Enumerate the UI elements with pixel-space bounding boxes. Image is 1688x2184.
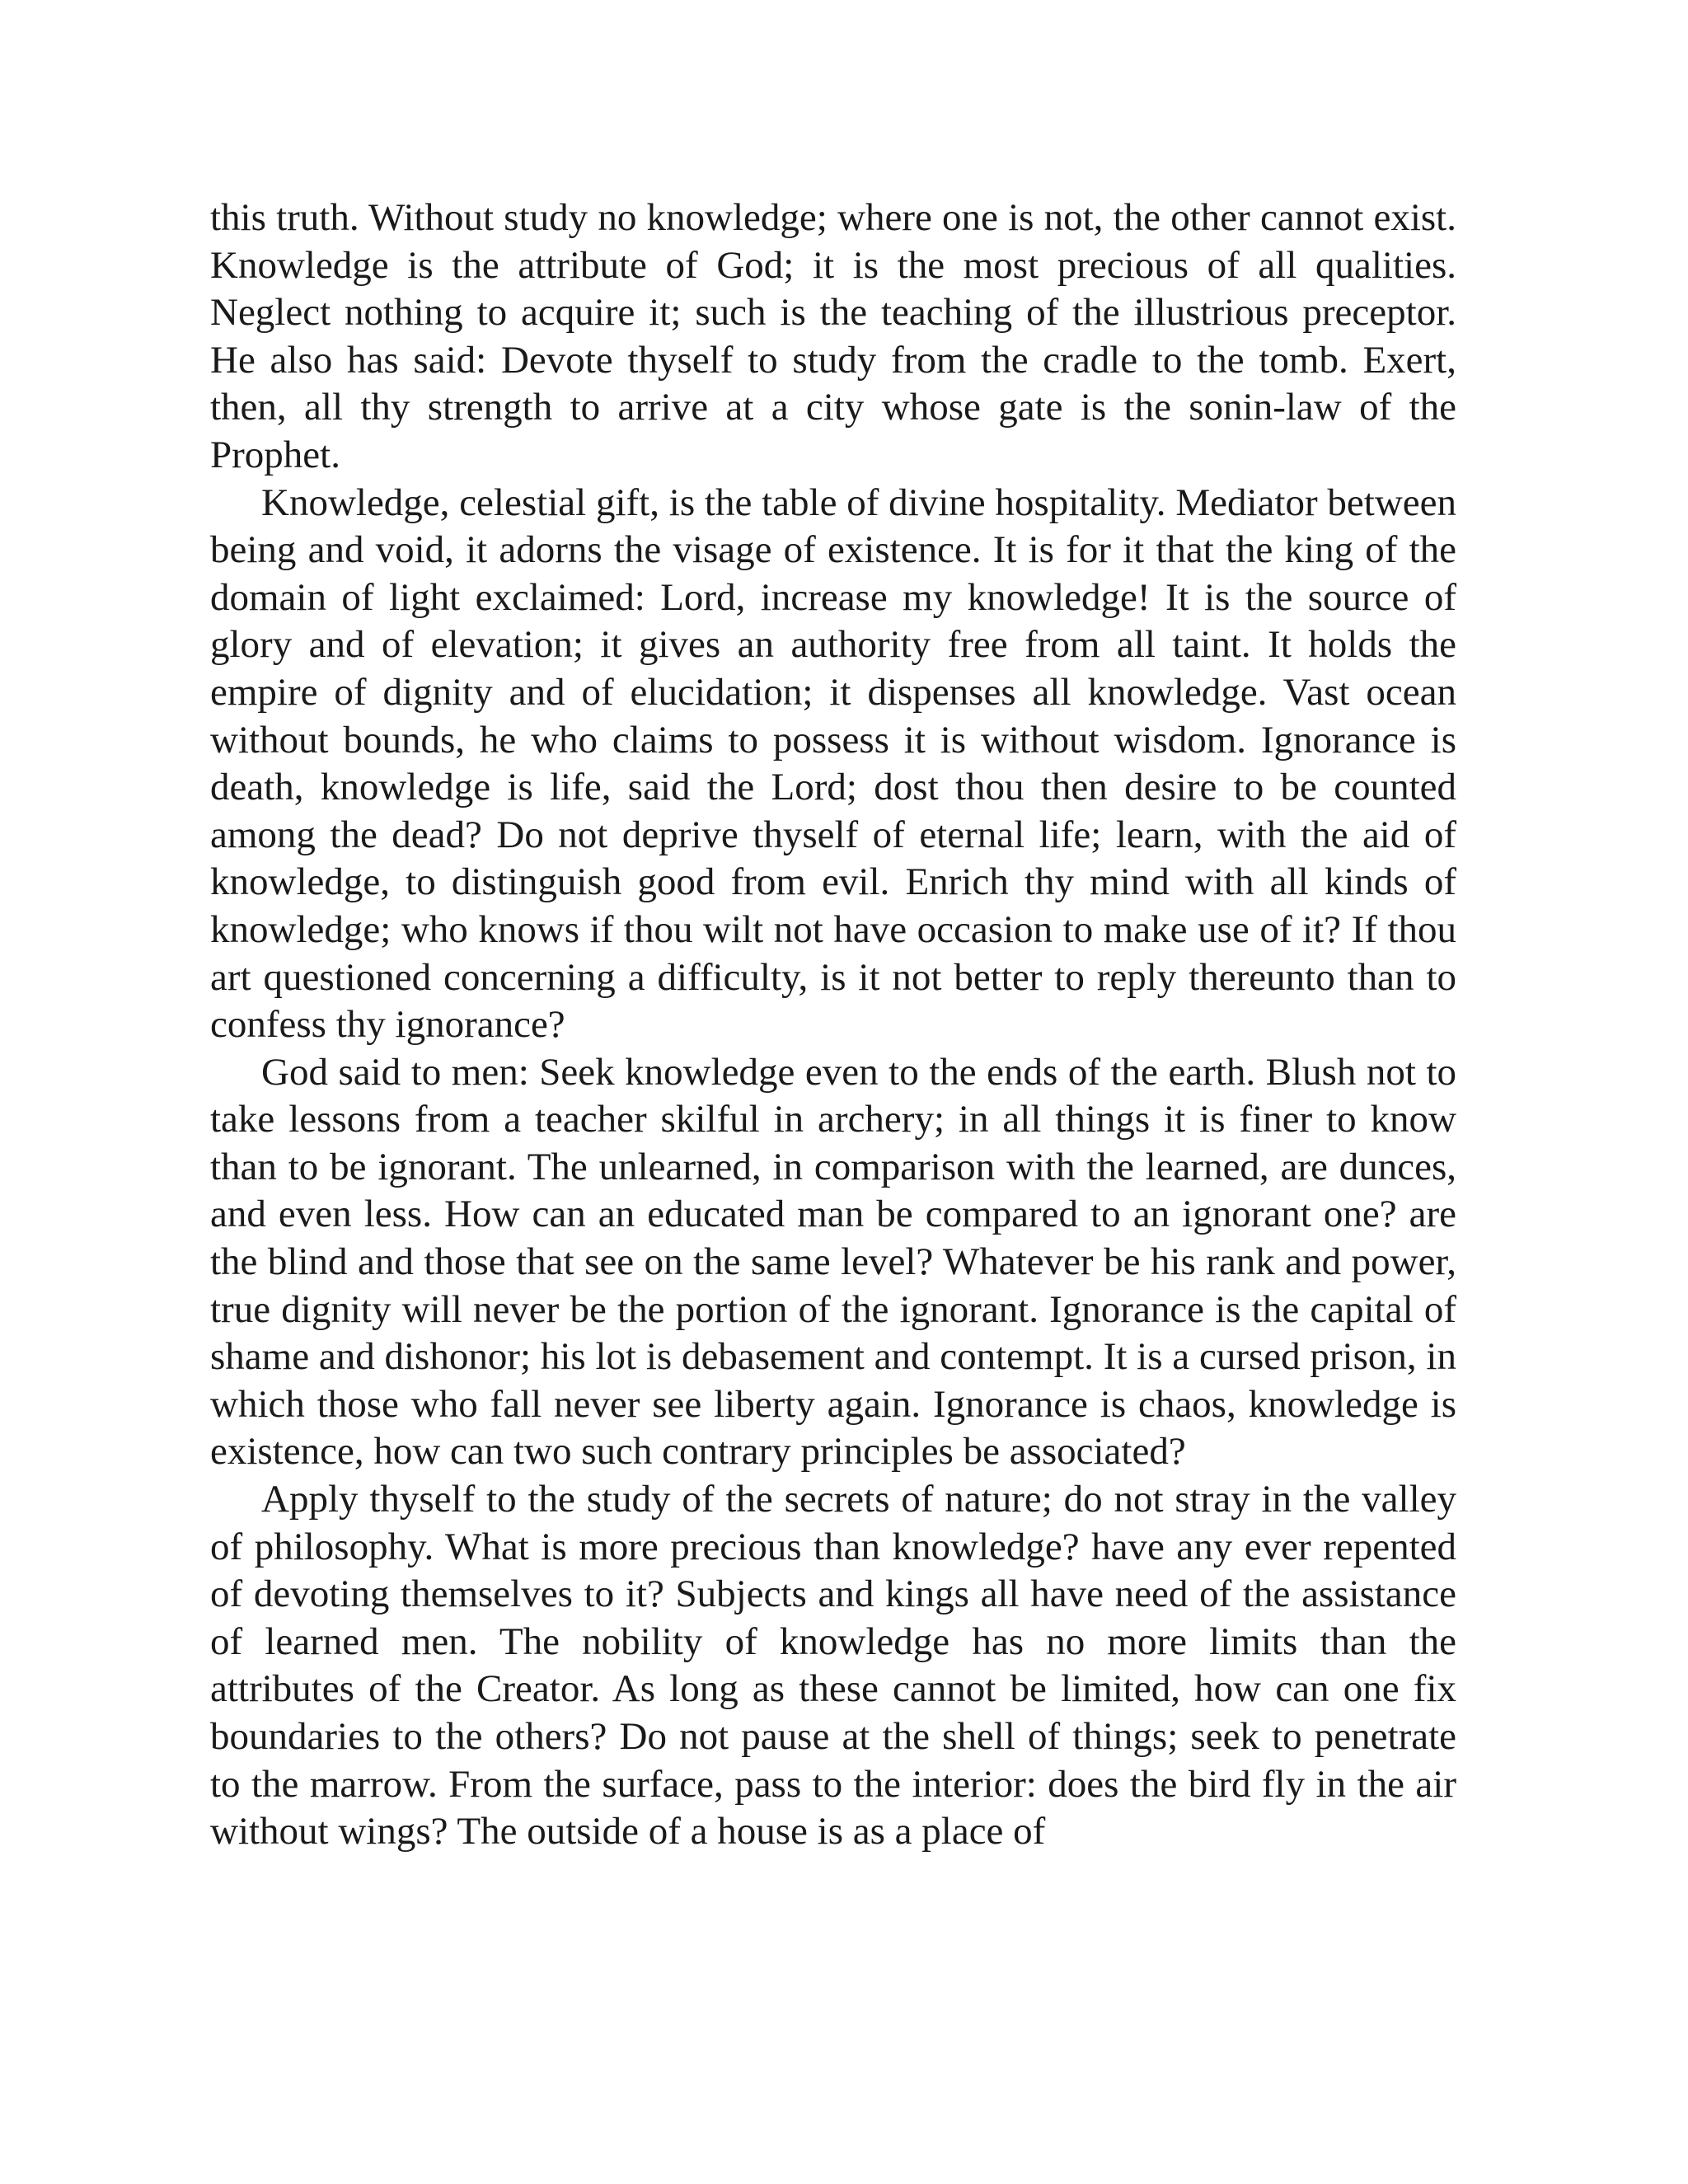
paragraph-2: Knowledge, celestial gift, is the table of divine hospitality. Mediator between being and void, it adorns the visage of existence. It is for it that the king of the domain of light exclaimed: Lord, increase my knowledge! It is the source of glory and of elevation; it gives an authority free from all taint. It holds the empire of dignity and of elucidation; it dispenses all knowledge. Vast ocean without bounds, he who claims to possess it is without wisdom. Ignorance is death, knowledge is life, said the Lord; dost thou then desire to be counted among the dead? Do not deprive thyself of eternal life; learn, with the aid of knowledge, to distinguish good from evil. Enrich thy mind with all kinds of knowledge; who knows if thou wilt not have occasion to make use of it? If thou art questioned concerning a difficulty, is it not better to reply thereunto than to confess thy ignorance? <box>210 480 1456 1047</box>
paragraph-4: Apply thyself to the study of the secrets of nature; do not stray in the valley of philosophy. What is more precious than knowledge? have any ever repented of devoting themselves to it? Subjects and kings all have need of the assistance of learned men. The nobility of knowledge has no more limits than the attributes of the Creator. As long as these cannot be limited, how can one fix boundaries to the others? Do not pause at the shell of things; seek to penetrate to the marrow. From the surface, pass to the interior: does the bird fly in the air without wings? The outside of a house is as a place of <box>210 1478 1456 1854</box>
paragraph-1: this truth. Without study no knowledge; where one is not, the other cannot exist. Knowledge is the attribute of God; it is the most precious of all qualities. Neglect nothing to acquire it; such is the teaching of the illustrious preceptor. He also has said: Devote thyself to study from the cradle to the tomb. Exert, then, all thy strength to arrive at a city whose gate is the sonin-law of the Prophet. <box>210 196 1456 476</box>
body-text <box>210 194 1456 1856</box>
paragraph-3: God said to men: Seek knowledge even to the ends of the earth. Blush not to take lessons from a teacher skilful in archery; in all things it is finer to know than to be ignorant. The unlearned, in comparison with the learned, are dunces, and even less. How can an educated man be compared to an ignorant one? are the blind and those that see on the same level? Whatever be his rank and power, true dignity will never be the portion of the ignorant. Ignorance is the capital of shame and dishonor; his lot is debasement and contempt. It is a cursed prison, in which those who fall never see liberty again. Ignorance is chaos, knowledge is existence, how can two such contrary principles be associated? <box>210 1050 1456 1474</box>
